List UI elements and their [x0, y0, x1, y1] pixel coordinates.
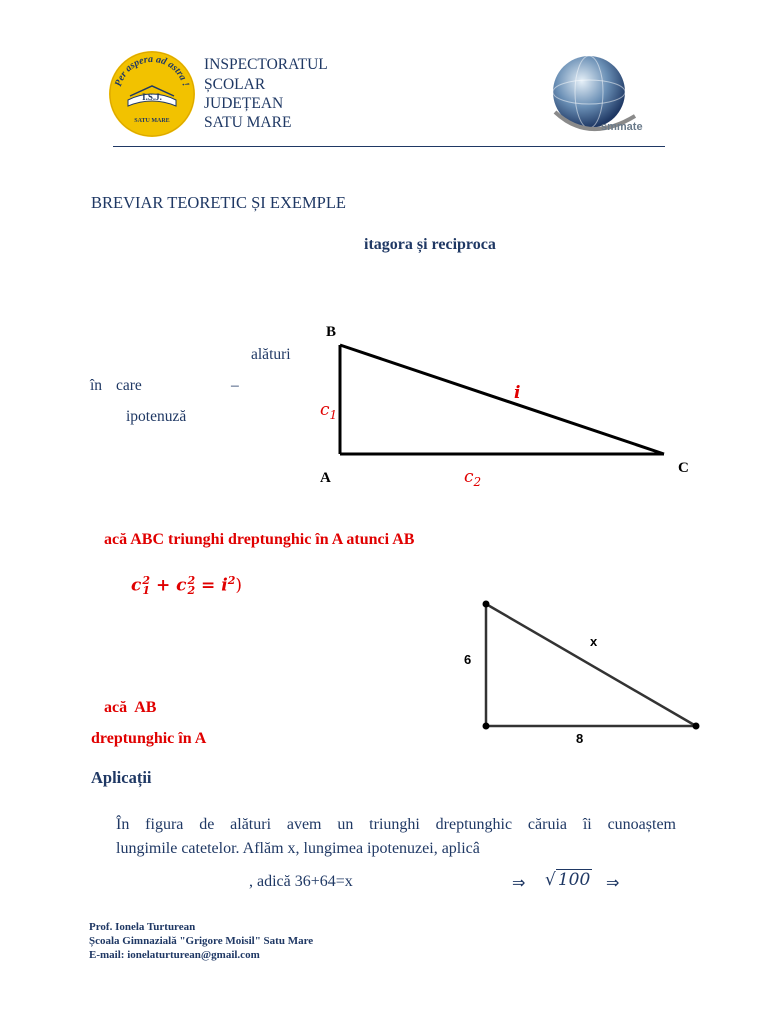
hypotenuse-i-label: i: [514, 383, 521, 403]
eq-close-paren: ): [235, 575, 242, 596]
institution-line-1: INSPECTORATUL: [204, 56, 328, 73]
sqrt-radicand: 100: [557, 870, 591, 890]
leg-c1-subscript: 1: [329, 408, 338, 422]
application-paragraph-line-1: În figura de alături avem un triunghi dreptunghic căruia îi cunoaștem: [116, 816, 676, 833]
leg-c1-label: [320, 400, 337, 422]
eq-i: i: [221, 575, 228, 596]
header-divider: [113, 146, 665, 147]
theory-fragment-2b: care: [116, 377, 142, 394]
footer-school: Școala Gimnazială "Grigore Moisil" Satu Mare: [89, 935, 314, 947]
pythagoras-equation: [131, 574, 242, 596]
isj-logo-motto: Per aspera ad astra !: [113, 53, 191, 88]
converse-line-2: dreptunghic în A: [91, 730, 207, 747]
institution-line-3: JUDEȚEAN: [204, 95, 284, 112]
leg-c2-label: [464, 467, 481, 489]
sqrt-expression: [545, 870, 592, 890]
vertex-bottom-right-dot: [693, 723, 700, 730]
converse-line-1: acă AB: [104, 699, 157, 716]
footer-author: Prof. Ionela Turturean: [89, 921, 196, 933]
calc-text: , adică 36+64=x: [249, 873, 353, 890]
hypotenuse-bc: [340, 345, 664, 454]
theory-fragment-2c: –: [231, 377, 239, 394]
triangle-abc-figure: [310, 318, 710, 498]
leg-8-label: 8: [576, 731, 584, 746]
leg-c2-subscript: 2: [473, 475, 482, 489]
eq-c1-subscript: 1: [142, 584, 151, 598]
vertex-c-label: C: [678, 460, 689, 476]
implies-arrow-1: ⇒: [512, 873, 526, 892]
section-title: BREVIAR TEORETIC ȘI EXEMPLE: [91, 193, 346, 212]
leg-c1-letter: c: [320, 400, 330, 420]
vertex-a-label: A: [320, 470, 331, 486]
application-paragraph-line-2: lungimile catetelor. Aflăm x, lungimea ipotenuzei, aplicâ: [116, 840, 480, 857]
hypotenuse-x-label: x: [590, 634, 598, 649]
eq-c2-exponent: 2: [187, 574, 196, 588]
theory-fragment-2a: în: [90, 377, 103, 394]
implies-arrow-2: ⇒: [606, 873, 620, 892]
eq-c1-exponent: 2: [142, 574, 151, 588]
isj-logo-city: SATU MARE: [134, 118, 170, 124]
eq-plus: +: [155, 575, 171, 596]
applications-heading: Aplicații: [91, 768, 152, 787]
theorem-statement: acă ABC triunghi dreptunghic în A atunci AB: [104, 531, 415, 548]
eq-c2: c: [176, 575, 187, 596]
isj-logo-acronym: I.S.J.: [142, 92, 162, 102]
eq-equals: =: [201, 575, 216, 596]
sqrt-sign-icon: √: [545, 870, 556, 890]
vertex-b-label: B: [326, 324, 337, 340]
footer-email: E-mail: ionelaturturean@gmail.com: [89, 949, 260, 961]
hypotenuse-x: [486, 604, 696, 726]
leg-6-label: 6: [464, 652, 472, 667]
smmate-logo: [545, 52, 645, 138]
isj-logo: [108, 50, 196, 138]
smmate-logo-text: smmate: [601, 121, 643, 133]
vertex-right-angle-dot: [483, 723, 490, 730]
triangle-6-8-x-figure: [450, 590, 710, 750]
leg-c2-letter: c: [464, 467, 474, 487]
vertex-top-dot: [483, 601, 490, 608]
institution-line-2: ȘCOLAR: [204, 76, 266, 93]
eq-i-exponent: 2: [227, 574, 236, 587]
theory-fragment-3: ipotenuză: [126, 408, 187, 425]
section-subtitle: itagora și reciproca: [364, 236, 496, 253]
theory-fragment-1: alături: [251, 346, 291, 363]
institution-line-4: SATU MARE: [204, 114, 292, 131]
eq-c1: c: [131, 575, 142, 596]
eq-c2-subscript: 2: [187, 584, 196, 598]
